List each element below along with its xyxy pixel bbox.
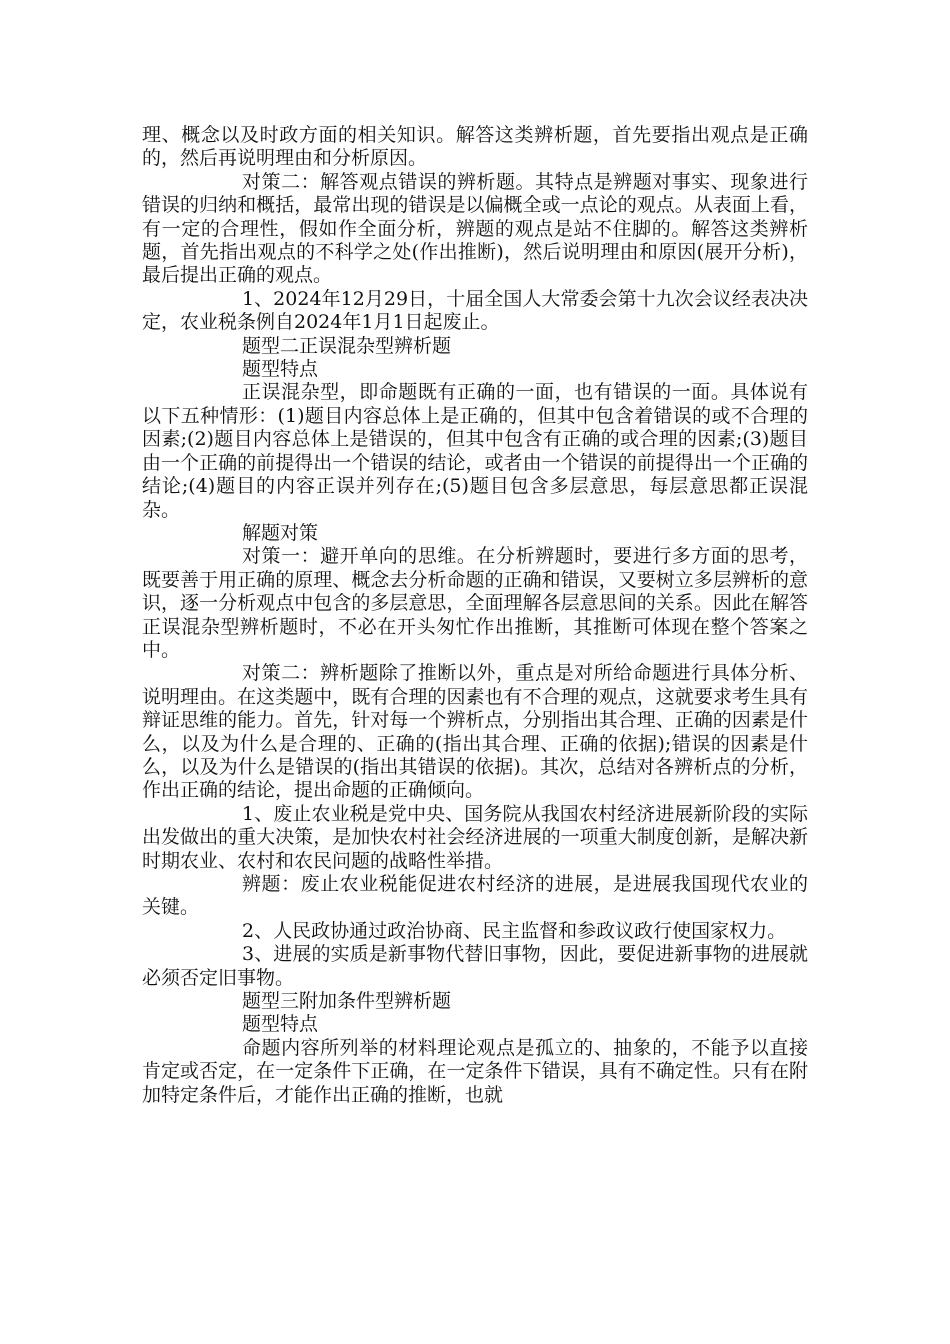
heading-type-features-2: 题型特点: [242, 1013, 319, 1036]
paragraph-example-3: 3、进展的实质是新事物代替旧事物，因此，要促进新事物的进展就必须否定旧事物。: [142, 943, 808, 989]
paragraph-continuation: 理、概念以及时政方面的相关知识。解答这类辨析题，首先要指出观点是正确的，然后再说明理由和分析原因。: [142, 124, 808, 170]
paragraph-conditional-type-description: 命题内容所列举的材料理论观点是孤立的、抽象的，不能予以直接肯定或否定，在一定条件下正确，在一定条件下错误，具有不确定性。只有在附加特定条件后，才能作出正确的推断，也就: [142, 1036, 808, 1106]
paragraph-example-2: 2、人民政协通过政治协商、民主监督和参政议政行使国家权力。: [242, 919, 787, 942]
paragraph-strategy-two-wrong-view: 对策二：解答观点错误的辨析题。其特点是辨题对事实、现象进行错误的归纳和概括，最常出现的错误是以偏概全或一点论的观点。从表面上看，有一定的合理性，假如作全面分析，辨题的观点是站不住脚的。解答这类辨析题，首先指出观点的不科学之处(作出推断)，然后说明理由和原因(展开分析)，最后提出正确的观点。: [142, 170, 808, 287]
heading-solution-strategy: 解题对策: [242, 521, 319, 544]
paragraph-discussion-topic: 辨题：废止农业税能促进农村经济的进展，是进展我国现代农业的关键。: [142, 873, 808, 919]
paragraph-example-1-tax-decision: 1、废止农业税是党中央、国务院从我国农村经济进展新阶段的实际出发做出的重大决策，是加快农村社会经济进展的一项重大制度创新，是解决新时期农业、农村和农民问题的战略性举措。: [142, 802, 808, 872]
paragraph-strategy-one: 对策一：避开单向的思维。在分析辨题时，要进行多方面的思考，既要善于用正确的原理、概念去分析命题的正确和错误，又要树立多层辨析的意识，逐一分析观点中包含的多层意思，全面理解各层意思间的关系。因此在解答正误混杂型辨析题时，不必在开头匆忙作出推断，其推断可体现在整个答案之中。: [142, 545, 808, 661]
document-body: [142, 124, 808, 1107]
heading-type-features: 题型特点: [242, 358, 319, 381]
heading-type-three: 题型三附加条件型辨析题: [242, 990, 452, 1013]
heading-type-two: 题型二正误混杂型辨析题: [242, 334, 452, 357]
paragraph-strategy-two: 对策二：辨析题除了推断以外，重点是对所给命题进行具体分析、说明理由。在这类题中，既有合理的因素也有不合理的观点，这就要求考生具有辩证思维的能力。首先，针对每一个辨析点，分别指出其合理、正确的因素是什么，以及为什么是合理的、正确的(指出其合理、正确的依据);错误的因素是什么，以及为什么是错误的(指出其错误的依据)。其次，总结对各辨析点的分析，作出正确的结论，提出命题的正确倾向。: [142, 662, 808, 802]
paragraph-mixed-type-description: 正误混杂型，即命题既有正确的一面，也有错误的一面。具体说有以下五种情形：(1)题目内容总体上是正确的，但其中包含着错误的或不合理的因素;(2)题目内容总体上是错误的，但其中包含有正确的或合理的因素;(3)题目由一个正确的前提得出一个错误的结论，或者由一个错误的前提得出一个正确的结论;(4)题目的内容正误并列存在;(5)题目包含多层意思，每层意思都正误混杂。: [142, 381, 808, 521]
paragraph-example-1-tax-abolished: 1、2024年12月29日，十届全国人大常委会第十九次会议经表决决定，农业税条例自2024年1月1日起废止。: [142, 287, 808, 334]
